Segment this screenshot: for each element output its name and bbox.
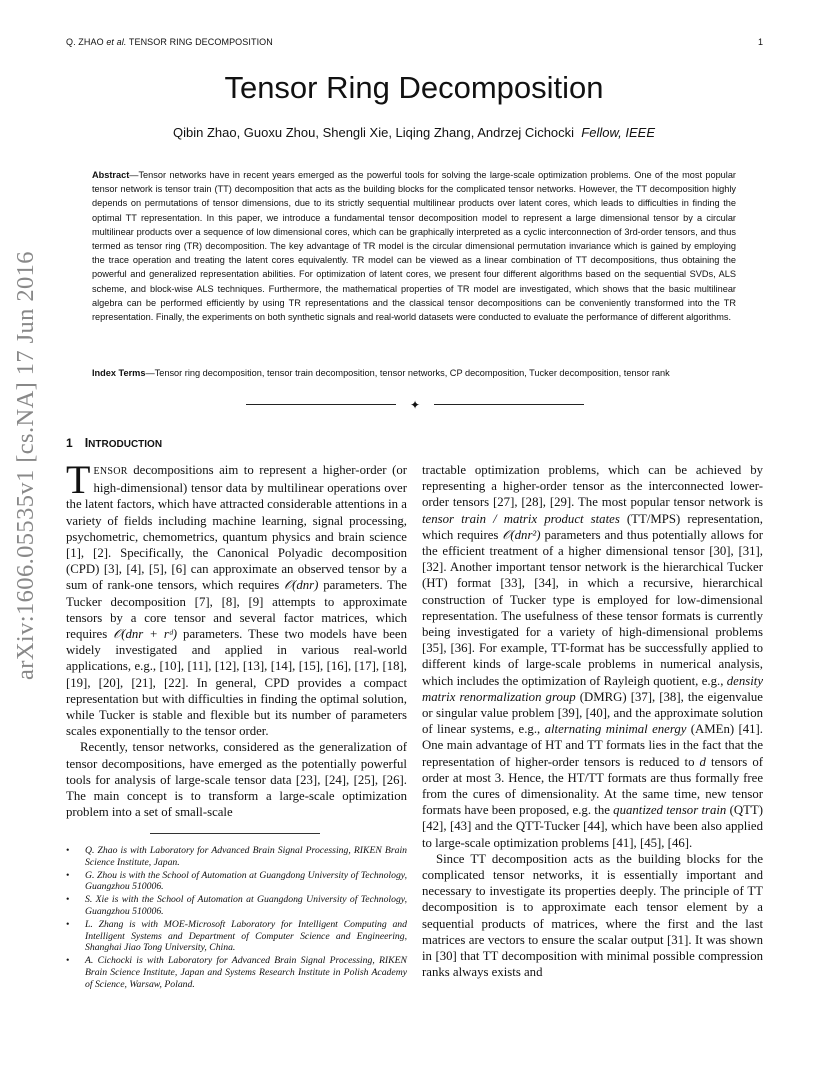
dropcap-letter: T: [66, 457, 91, 502]
smallcaps-word: ENSOR: [93, 466, 128, 477]
right-column: [422, 462, 763, 981]
running-head-etal: et al.: [106, 37, 127, 47]
footnotes: [66, 845, 407, 992]
intro-paragraph-1: [66, 457, 408, 739]
footnote-item: [66, 870, 407, 894]
emphasis-text: alternating minimal energy: [544, 722, 687, 737]
paragraph-text: tractable optimization problems, which can be achieved by representing a higher-order tensor as the interconnected lower-order tensors [27], [28], [29]. The most popular tensor network is: [422, 463, 763, 510]
section-divider: [246, 398, 584, 412]
abstract: [92, 168, 736, 324]
author-names: Qibin Zhao, Guoxu Zhou, Shengli Xie, Liqing Zhang, Andrzej Cichocki: [172, 125, 575, 140]
author-role: Fellow, IEEE: [581, 125, 655, 140]
paragraph-text: (QTT) [42], [43] and the QTT-Tucker [44], which have been also applied to large-scale optimization problems [41], [45], [46].: [422, 803, 763, 850]
section-title-initial: I: [84, 436, 89, 450]
paper-title: Tensor Ring Decomposition: [224, 70, 604, 105]
footnote-text: Q. Zhao is with Laboratory for Advanced Brain Signal Processing, RIKEN Brain Science Institute, Japan.: [85, 845, 407, 868]
divider-line-right: [434, 404, 584, 405]
paragraph-text: (AMEn) [41]. One main advantage of HT and TT formats lies in the fact that the representation of higher-order tensors is reduced to: [422, 722, 764, 769]
divider-diamond-icon: ✦: [410, 398, 421, 412]
math-expression: 𝒪(dnr²): [502, 527, 541, 542]
footnote-text: S. Xie is with the School of Automation at Guangdong University of Technology, Guangzhou 510006.: [85, 894, 407, 917]
running-head-prefix: Q. ZHAO: [66, 37, 107, 47]
paragraph-text: tensors of order at most 3. Hence, the HT/TT formats are thus formally free from the cures of dimensionality. At the same time, new tensor formats have been proposed, e.g. the: [422, 754, 763, 818]
paragraph-text: (TT/MPS) representation, which requires: [422, 511, 764, 542]
bullet-icon: •: [66, 845, 70, 856]
emphasis-text: quantized tensor train: [613, 803, 727, 818]
bullet-icon: •: [66, 955, 70, 967]
intro-paragraph-2: Recently, tensor networks, considered as the generalization of tensor decompositions, have emerged as the potentially powerful tools for analysis of large-scale tensor data [23], [24], [25], [26]. The main concept is to transform a large-scale optimization problem into a set of small-scale: [66, 740, 407, 820]
abstract-label: Abstract: [92, 170, 130, 180]
bullet-icon: •: [66, 894, 70, 906]
intro-paragraph-3: [422, 462, 763, 851]
index-terms-text: —Tensor ring decomposition, tensor train decomposition, tensor networks, CP decomposition, Tucker decomposition, tensor rank: [145, 368, 670, 378]
footnote-item: [66, 955, 407, 990]
intro-paragraph-4: Since TT decomposition acts as the building blocks for the complicated tensor networks, it is essentially important and necessary to investigate its properties deeply. The principle of TT decomposition is to approximate each tensor element by a sequential products of matrices, where the first and the last matrices are vectors to ensure the scalar output [31]. It was shown in [30] that TT decomposition with minimal possible compression ranks always exists and: [422, 851, 763, 980]
footnote-text: G. Zhou is with the School of Automation at Guangdong University of Technology, Guangzhou 510006.: [85, 869, 407, 893]
bullet-icon: •: [66, 869, 70, 881]
author-line: [0, 125, 828, 140]
paragraph-text: (DMRG) [37], [38], the eigenvalue or singular value problem [39], [40], and the approximate solution of linear systems, e.g.,: [422, 689, 763, 737]
bullet-icon: •: [66, 918, 70, 930]
left-column: [66, 457, 408, 820]
math-expression: 𝒪(dnr): [284, 578, 319, 593]
emphasis-text: density matrix renormalization group: [422, 673, 763, 704]
section-heading: [66, 436, 162, 450]
paragraph-text: decompositions aim to represent a higher-order (or high-dimensional) tensor data by multilinear operations over the latent factors, which have attracted considerable attentions in a variety of fields including machine learning, signal processing, psychometric, chemometrics, quantum physics and brain science [1], [2]. Specifically, the Canonical Polyadic decomposition (CPD) [3], [4], [5], [6] can approximate an observed tensor by a sum of rank-one tensors, which requires: [66, 463, 407, 593]
running-head-suffix: TENSOR RING DECOMPOSITION: [126, 37, 273, 47]
math-expression: 𝒪(dnr + rᵈ): [113, 627, 178, 642]
footnote-text: A. Cichocki is with Laboratory for Advanced Brain Signal Processing, RIKEN Brain Science Institute, Japan and Systems Research Institute in Polish Academy of Science, Warsaw, Poland.: [85, 955, 407, 990]
paragraph-text: parameters. These two models have been widely investigated and applied in various real-world applications, e.g., [10], [11], [12], [13], [14], [15], [16], [17], [18], [19], [20], [21], [22]. In general, CPD provides a compact representation but with difficulties in finding the optimal solution, while Tucker is stable and flexible but its number of parameters scales exponentially to the tensor order.: [66, 627, 408, 739]
index-terms-label: Index Terms: [92, 368, 146, 378]
page-number: 1: [758, 37, 764, 47]
running-head: [66, 37, 273, 47]
footnote-item: [66, 845, 407, 869]
section-number: 1: [66, 436, 73, 450]
footnote-rule: [150, 833, 320, 834]
paragraph-text: parameters and thus potentially allows for the efficient treatment of a higher dimensional tensor [30], [31], [32]. Another important tensor network is the hierarchical Tucker (HT) format [33], [34], in which a recursive, hierarchical construction of Tucker type is employed for low-dimensional representation. The usefulness of these tensor formats is currently being investigated for a variety of high-dimensional problems [35], [36]. For example, TT-format has be successfully applied to different kinds of large-scale problems in numerical analysis, which includes the optimization of Rayleigh quotient, e.g.,: [422, 527, 764, 688]
arxiv-stamp: arXiv:1606.05535v1 [cs.NA] 17 Jun 2016: [12, 251, 39, 680]
divider-line-left: [246, 404, 396, 405]
abstract-text: —Tensor networks have in recent years emerged as the powerful tools for solving the large-scale optimization problems. One of the most popular tensor network is tensor train (TT) decomposition that acts as the building blocks for the complicated tensor networks. However, the TT decomposition highly depends on permutations of tensor dimensions, due to its strictly sequential multilinear products over latent cores, which leads to difficulties in finding the optimal TT representation. In this paper, we introduce a fundamental tensor decomposition model to represent a large dimensional tensor by a circular multilinear products over a sequence of low dimensional cores, which can be graphically interpreted as a cyclic interconnection of 3rd-order tensors, and thus termed as tensor ring (TR) decomposition. The key advantage of TR model is the circular dimensional permutation invariance which is gained by employing the trace operation and treating the latent cores equivalently. TR model can be viewed as a linear combination of TT decompositions, thus obtaining the powerful and generalized representation abilities. For optimization of latent cores, we present four different algorithms based on the sequential SVDs, ALS scheme, and block-wise ALS techniques. Furthermore, the mathematical properties of TR model are investigated, which shows that the basic multilinear algebra can be performed efficiently by using TR representations and the classical tensor decompositions can be conveniently transformed into the TR representation. Finally, the experiments on both synthetic signals and real-world datasets were conducted to evaluate the performance of different algorithms.: [92, 170, 736, 323]
section-title-rest: NTRODUCTION: [88, 439, 163, 450]
emphasis-text: tensor train / matrix product states: [422, 511, 620, 526]
footnote-item: [66, 894, 407, 918]
index-terms: [92, 366, 736, 380]
math-expression: d: [699, 754, 706, 769]
footnote-item: [66, 919, 407, 954]
paragraph-text: parameters. The Tucker decomposition [7], [8], [9] attempts to approximate tensors by a core tensor and several factor matrices, which requires: [66, 578, 407, 642]
footnote-text: L. Zhang is with MOE-Microsoft Laboratory for Intelligent Computing and Intelligent Systems and Department of Computer Science and Engineering, Shanghai Jiao Tong University, China.: [85, 918, 407, 954]
